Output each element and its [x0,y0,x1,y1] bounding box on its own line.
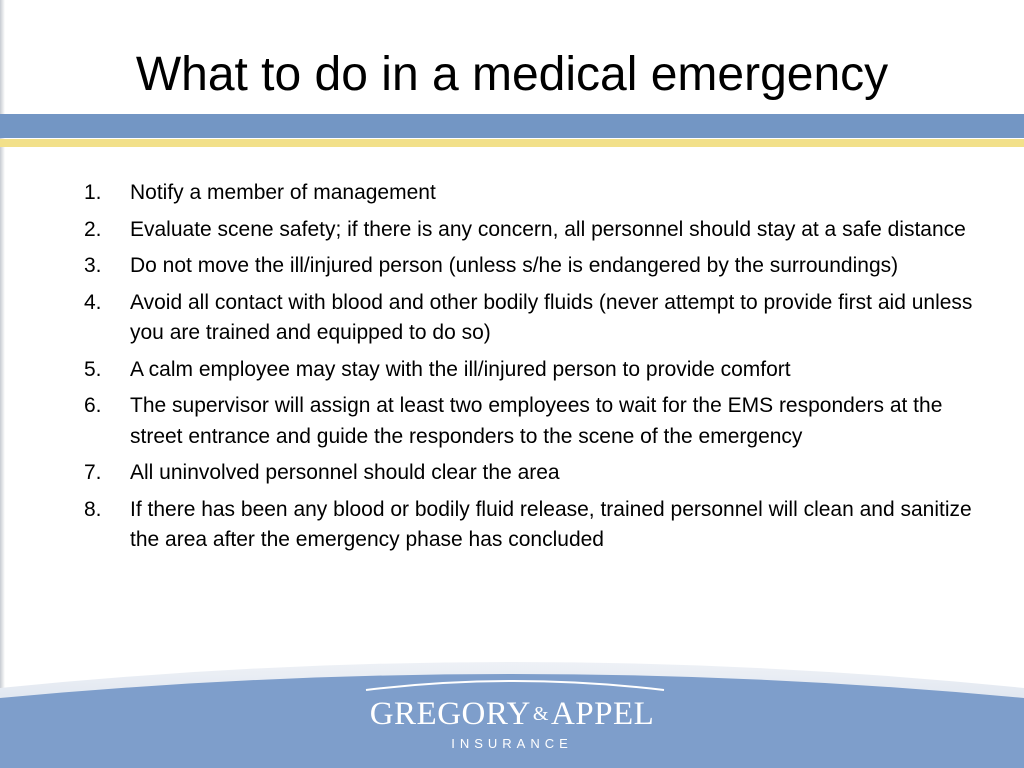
logo-word-gregory: GREGORY [369,696,531,732]
slide-title: What to do in a medical emergency [135,48,889,101]
list-item-text: If there has been any blood or bodily fluid release, trained personnel will clean and sanitize the area after the emergency phase has concluded [130,497,972,551]
list-item-number: 5. [84,357,102,381]
list-item-text: Do not move the ill/injured person (unless s/he is endangered by the surroundings) [130,254,899,277]
list-item-text: The supervisor will assign at least two employees to wait for the EMS responders at the street entrance and guide the responders to the scene of the emergency [130,394,943,448]
list-item [84,391,984,452]
list-item-text: Evaluate scene safety; if there is any concern, all personnel should stay at a safe distance [130,217,966,241]
list-item-number: 4. [84,290,102,314]
list-item [84,215,984,246]
list-item [84,458,984,489]
emergency-steps-list [84,178,984,562]
logo-ampersand: & [532,703,549,725]
list-item-number: 3. [84,254,102,277]
list-item [84,495,984,556]
list-item-text: Avoid all contact with blood and other bodily fluids (never attempt to provide first aid unless you are trained and equipped to do so) [130,290,973,344]
list-item-number: 8. [84,497,102,521]
list-item-number: 7. [84,461,102,484]
company-logo-wordmark [0,694,1024,734]
list-item [84,288,984,349]
list-item-number: 2. [84,217,102,241]
list-item-number: 1. [84,181,102,204]
list-item-text: Notify a member of management [130,181,436,204]
list-item [84,355,984,386]
list-item-number: 6. [84,394,102,417]
header-band-blue [0,114,1024,138]
logo-subtitle: INSURANCE [451,736,573,751]
list-item-text: All uninvolved personnel should clear the area [130,461,560,484]
list-item [84,251,984,282]
list-item [84,178,984,209]
header-band-yellow [0,139,1024,147]
list-item-text: A calm employee may stay with the ill/injured person to provide comfort [130,357,791,381]
logo-word-appel: APPEL [550,696,655,732]
